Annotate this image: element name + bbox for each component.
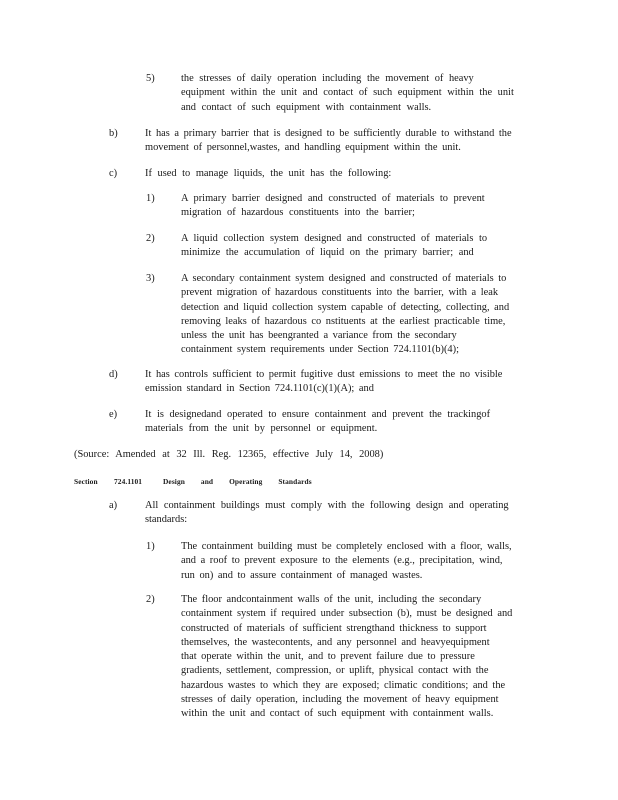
text-line: standards: xyxy=(145,514,188,526)
item-5-label: 5) xyxy=(146,73,155,84)
text-line: and a roof to prevent exposure to the elements (e.g., precipitation, wind, xyxy=(181,555,503,567)
item-e-label: e) xyxy=(109,409,118,420)
item-d-text xyxy=(145,368,502,397)
item-c2-text xyxy=(181,232,487,261)
text-line: It has controls sufficient to permit fugitive dust emissions to meet the no visible xyxy=(145,369,503,380)
text-line: A liquid collection system designed and constructed of materials to xyxy=(181,233,488,244)
text-line: gradients, settlement, compression, or uplift, physical contact with the xyxy=(181,665,489,677)
text-line: A secondary containment system designed and constructed of materials to xyxy=(181,273,507,284)
section-number: 724.1101 xyxy=(114,477,143,486)
item-a1-label: 1) xyxy=(146,541,155,552)
text-line: containment system if required under subsection (b), must be designed and xyxy=(181,608,513,620)
text-line: removing leaks of hazardous co nstituents at the earliest practicable time, xyxy=(181,315,506,327)
item-b-text xyxy=(145,127,512,156)
text-line: prevent migration of hazardous constituents into the barrier, with a leak xyxy=(181,287,499,299)
text-line: materials from the unit by personnel or equipment. xyxy=(145,423,378,435)
item-a1-text xyxy=(181,540,512,583)
item-a2-text xyxy=(181,593,512,722)
text-line: the stresses of daily operation including the movement of heavy xyxy=(181,73,474,84)
text-line: equipment within the unit and contact of such equipment within the unit xyxy=(181,87,514,99)
text-line: If used to manage liquids, the unit has the following: xyxy=(145,168,392,179)
text-line: A primary barrier designed and constructed of materials to prevent xyxy=(181,193,485,204)
item-a-label: a) xyxy=(109,500,118,511)
text-line: migration of hazardous constituents into the barrier; xyxy=(181,207,415,219)
text-line: It has a primary barrier that is designed to be sufficiently durable to withstand the xyxy=(145,128,512,139)
text-line: All containment buildings must comply with the following design and operating xyxy=(145,500,509,511)
text-line: emission standard in Section 724.1101(c)(1)(A); and xyxy=(145,383,374,395)
item-a2-label: 2) xyxy=(146,594,155,605)
item-5-text xyxy=(181,72,527,115)
text-line: that operate within the unit, and to prevent failure due to pressure xyxy=(181,651,475,663)
text-line: movement of personnel,wastes, and handling equipment within the unit. xyxy=(145,142,461,154)
text-line: The containment building must be completely enclosed with a floor, walls, xyxy=(181,541,512,552)
item-c3-label: 3) xyxy=(146,273,155,284)
section-title: Design and Operating Standards xyxy=(163,477,312,486)
item-c-text xyxy=(145,167,391,181)
text-line: containment system requirements under Section 724.1101(b)(4); xyxy=(181,344,459,356)
item-d-label: d) xyxy=(109,369,118,380)
text-line: The floor andcontainment walls of the unit, including the secondary xyxy=(181,594,482,605)
item-c3-text xyxy=(181,272,509,358)
text-line: unless the unit has beengranted a variance from the secondary xyxy=(181,330,457,342)
item-a-text xyxy=(145,499,509,528)
text-line: and contact of such equipment with containment walls. xyxy=(181,101,432,113)
text-line: minimize the accumulation of liquid on the primary barrier; and xyxy=(181,247,474,259)
text-line: within the unit and contact of such equipment with containment walls. xyxy=(181,708,494,720)
text-line: constructed of materials of sufficient strengthand thickness to support xyxy=(181,622,487,634)
item-c1-label: 1) xyxy=(146,193,155,204)
item-b-label: b) xyxy=(109,128,118,139)
item-c-label: c) xyxy=(109,168,118,179)
text-line: themselves, the wastecontents, and any personnel and heavyequipment xyxy=(181,636,490,648)
item-c1-text xyxy=(181,192,485,221)
text-line: run on) and to assure containment of managed wastes. xyxy=(181,569,423,581)
item-e-text xyxy=(145,408,490,437)
text-line: stresses of daily operation, including the movement of heavy equipment xyxy=(181,694,499,706)
section-word: Section xyxy=(74,477,98,486)
text-line: hazardous wastes to which they are exposed; climatic conditions; and the xyxy=(181,679,506,691)
item-c2-label: 2) xyxy=(146,233,155,244)
source-note: (Source: Amended at 32 Ill. Reg. 12365, effective July 14, 2008) xyxy=(74,449,384,460)
text-line: It is designedand operated to ensure containment and prevent the trackingof xyxy=(145,409,491,420)
text-line: detection and liquid collection system capable of detecting, collecting, and xyxy=(181,301,510,313)
